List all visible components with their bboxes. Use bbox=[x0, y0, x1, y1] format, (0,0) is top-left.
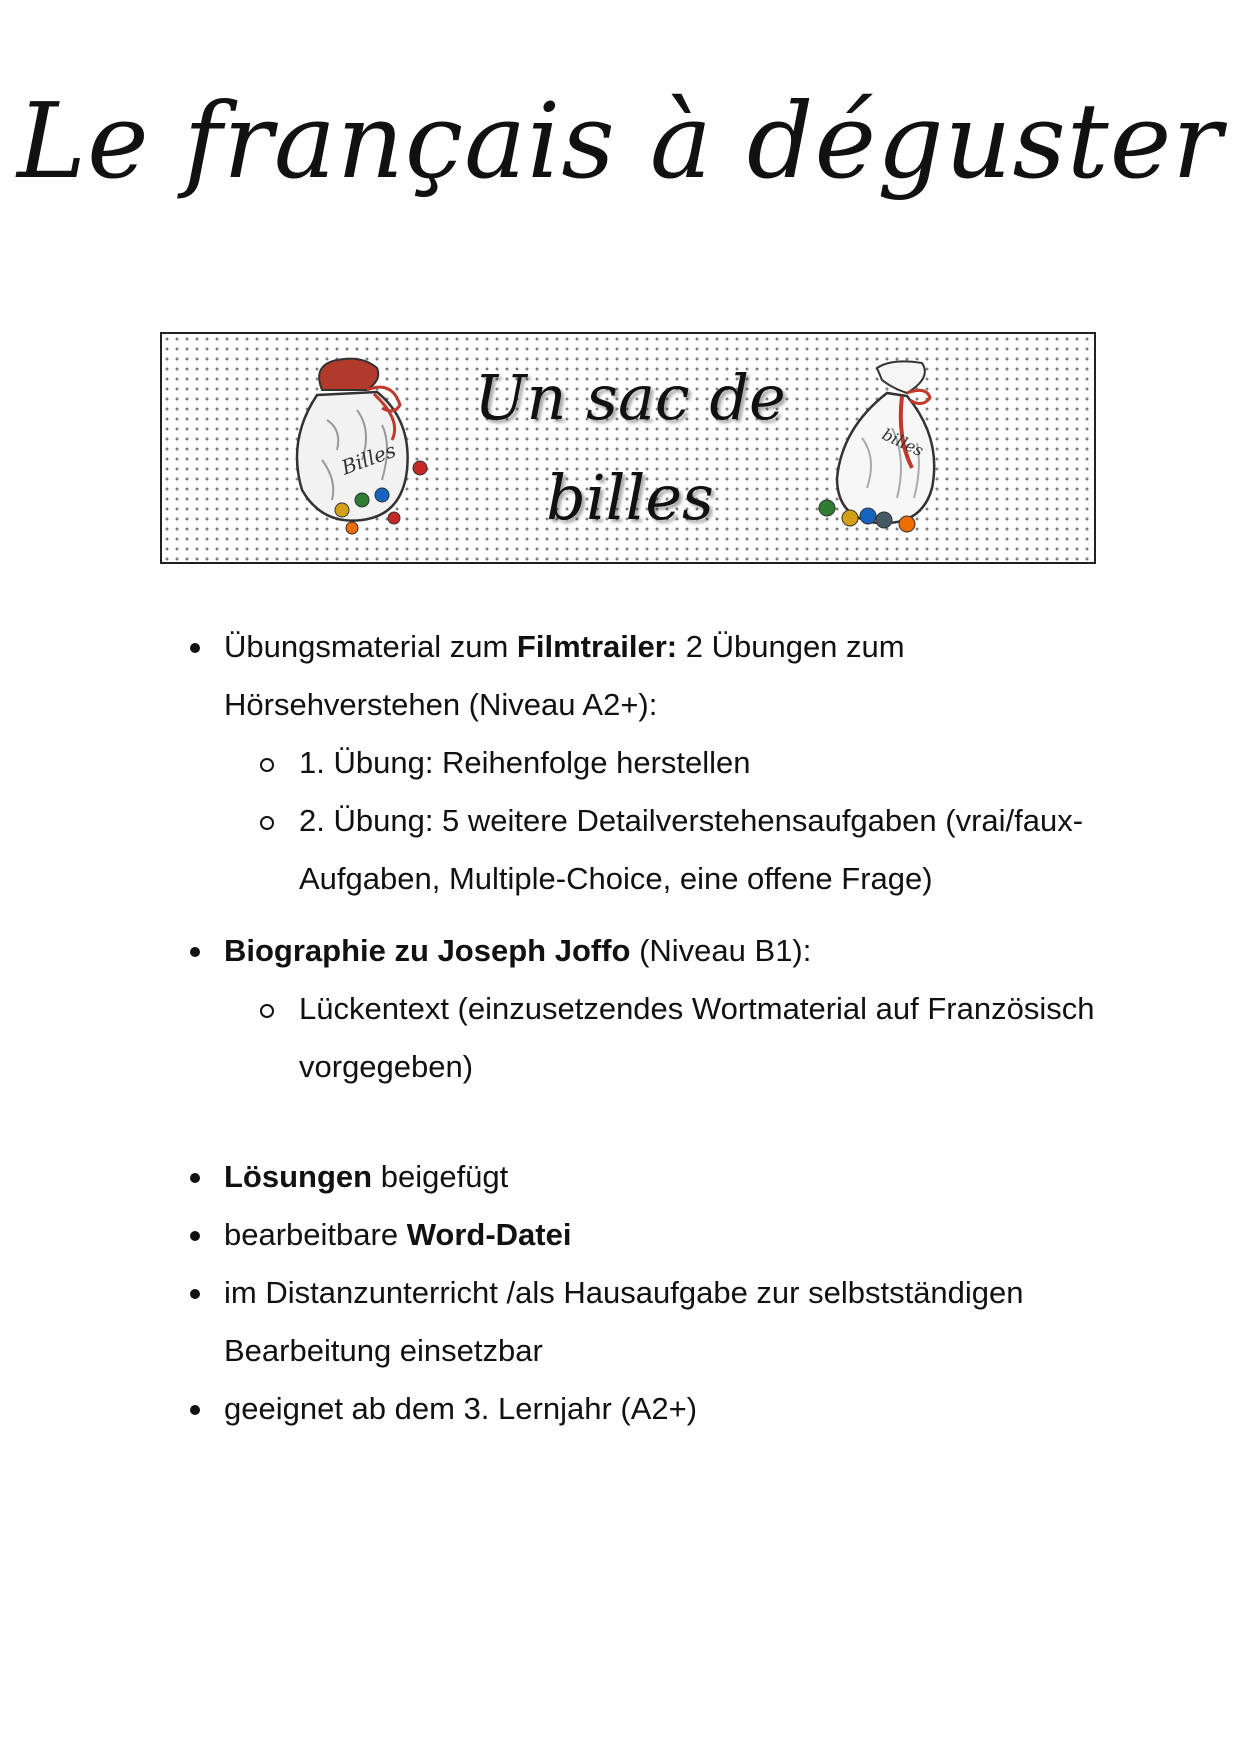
list-item: im Distanzunterricht /als Hausaufgabe zur selbstständigen Bearbeitung einsetzbar bbox=[190, 1264, 1110, 1380]
banner-title bbox=[412, 348, 848, 548]
title-banner bbox=[160, 332, 1096, 564]
bag-label: billes bbox=[879, 424, 927, 461]
sub-list-item: 2. Übung: 5 weitere Detailverstehensaufgaben (vrai/faux-Aufgaben, Multiple-Choice, eine offene Frage) bbox=[224, 792, 1110, 908]
list-item: Übungsmaterial zum Filmtrailer: 2 Übungen zum Hörsehverstehen (Niveau A2+): 1. Übung: Reihenfolge herstellen 2. Übung: 5 weitere Detailverstehensaufgaben (vrai/faux-Aufgaben, Multiple-Choice, eine offene Frage) bbox=[190, 618, 1110, 908]
page-title: Le français à déguster bbox=[17, 80, 1223, 202]
list-item: geeignet ab dem 3. Lernjahr (A2+) bbox=[190, 1380, 1110, 1438]
feature-list bbox=[190, 618, 1110, 1438]
marble-bag-icon bbox=[802, 348, 952, 548]
marble-bag-icon bbox=[282, 350, 432, 550]
list-item: Lösungen beigefügt bbox=[190, 1148, 1110, 1206]
list-item: Biographie zu Joseph Joffo (Niveau B1): Lückentext (einzusetzendes Wortmaterial auf Französisch vorgegeben) bbox=[190, 922, 1110, 1096]
banner-title-line-2: billes bbox=[546, 461, 714, 534]
bag-label: Billes bbox=[338, 437, 399, 480]
banner-title-line-1: Un sac de bbox=[474, 361, 786, 434]
list-item: bearbeitbare Word-Datei bbox=[190, 1206, 1110, 1264]
sub-list-item: 1. Übung: Reihenfolge herstellen bbox=[224, 734, 1110, 792]
sub-list-item: Lückentext (einzusetzendes Wortmaterial auf Französisch vorgegeben) bbox=[224, 980, 1110, 1096]
